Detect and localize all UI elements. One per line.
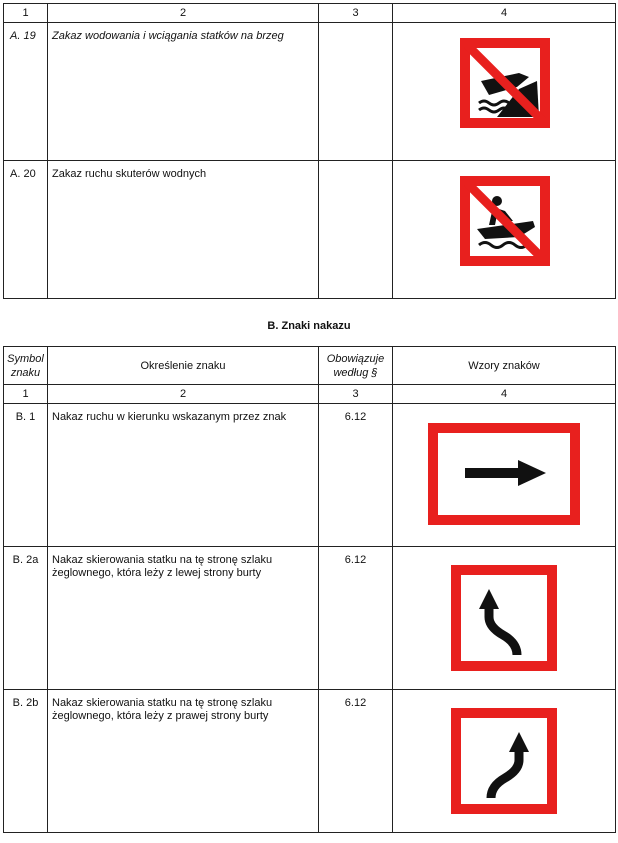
table-row xyxy=(4,23,616,161)
prohibition-signs-table xyxy=(3,3,616,299)
header-paragraph: Obowiązuje według § xyxy=(319,347,393,385)
sign-paragraph xyxy=(319,23,393,161)
header-pattern: Wzory znaków xyxy=(393,347,616,385)
sign-description: Nakaz ruchu w kierunku wskazanym przez znak xyxy=(48,404,319,547)
sign-pattern-cell xyxy=(393,161,616,299)
mandatory-signs-table xyxy=(3,346,616,833)
col-number-4: 4 xyxy=(393,385,616,404)
sign-symbol: B. 2a xyxy=(4,547,48,690)
sign-description: Zakaz ruchu skuterów wodnych xyxy=(48,161,319,299)
keep-left-side-sign-icon xyxy=(451,565,557,671)
sign-paragraph xyxy=(319,161,393,299)
header-symbol: Symbol znaku xyxy=(4,347,48,385)
table-row xyxy=(4,161,616,299)
sign-symbol xyxy=(4,23,48,161)
col-number-3: 3 xyxy=(319,4,393,23)
sign-symbol: B. 1 xyxy=(4,404,48,547)
col-number-1: 1 xyxy=(4,385,48,404)
no-boat-launching-sign-icon xyxy=(459,37,551,129)
col-number-3: 3 xyxy=(319,385,393,404)
right-arrow-sign-icon xyxy=(428,423,580,525)
table-row xyxy=(4,547,616,690)
header-description: Określenie znaku xyxy=(48,347,319,385)
col-number-2: 2 xyxy=(48,385,319,404)
sign-paragraph: 6.12 xyxy=(319,547,393,690)
sign-symbol-text: A. 19 xyxy=(10,30,36,42)
sign-description: Nakaz skierowania statku na tę stronę szlaku żeglownego, która leży z prawej strony burty xyxy=(48,690,319,833)
sign-pattern-cell xyxy=(393,404,616,547)
keep-right-side-sign-icon xyxy=(451,708,557,814)
col-number-2: 2 xyxy=(48,4,319,23)
sign-paragraph: 6.12 xyxy=(319,404,393,547)
table-row xyxy=(4,404,616,547)
sign-description: Zakaz wodowania i wciągania statków na brzeg xyxy=(48,23,319,161)
no-jet-ski-sign-icon xyxy=(459,175,551,267)
sign-paragraph: 6.12 xyxy=(319,690,393,833)
col-number-4: 4 xyxy=(393,4,616,23)
sign-pattern-cell xyxy=(393,547,616,690)
sign-symbol: A. 20 xyxy=(4,161,48,299)
sign-pattern-cell xyxy=(393,23,616,161)
table-row xyxy=(4,690,616,833)
sign-symbol: B. 2b xyxy=(4,690,48,833)
sign-description: Nakaz skierowania statku na tę stronę szlaku żeglownego, która leży z lewej strony burty xyxy=(48,547,319,690)
col-number-1: 1 xyxy=(4,4,48,23)
sign-pattern-cell xyxy=(393,690,616,833)
section-title: B. Znaki nakazu xyxy=(267,320,351,332)
